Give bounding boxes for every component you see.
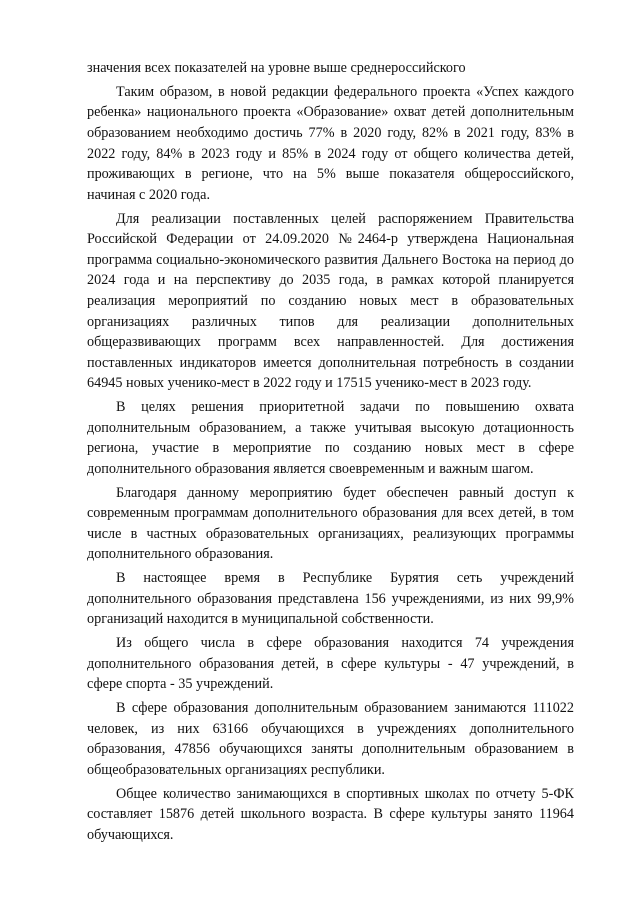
paragraph-government-order: Для реализации поставленных целей распоряжением Правительства Российской Федерации от 24.09.2020 №2464-р утверждена Национальная программа социально-экономического развития Дальнего Востока на период до 2024 года и на перспективу до 2035 года, в рамках которой планируется реализация мероприятий по созданию новых мест в образовательных организациях различных типов для реализации дополнительных общеразвивающих программ всех направленностей. Для достижения поставленных индикаторов имеется дополнительная потребность в создании 64945 новых ученико-мест в 2022 году и 17515 ученико-мест в 2023 году. bbox=[87, 210, 574, 392]
paragraph-institution-network: В настоящее время в Республике Бурятия сеть учреждений дополнительного образования представлена 156 учреждениями, из них 99,9% организаций находится в муниципальной собственности. bbox=[87, 570, 574, 628]
paragraph-federal-project: Таким образом, в новой редакции федерального проекта «Успех каждого ребенка» национального проекта «Образование» охват детей дополнительным образованием необходимо достичь 77% в 2020 году, 82% в 2021 году, 83% в 2022 году, 84% в 2023 году и 85% в 2024 году от общего количества детей, проживающих в регионе, что на 5% выше показателя общероссийского, начиная с 2020 года. bbox=[87, 83, 574, 203]
paragraph-sports-culture: Общее количество занимающихся в спортивных школах по отчету 5-ФК составляет 15876 детей школьного возраста. В сфере культуры занято 11964 обучающихся. bbox=[87, 785, 574, 843]
paragraph-continuation: значения всех показателей на уровне выше среднероссийского bbox=[87, 60, 466, 76]
document-page bbox=[87, 58, 574, 845]
paragraph-institution-breakdown: Из общего числа в сфере образования находится 74 учреждения дополнительного образования детей, в сфере культуры - 47 учреждений, в сфере спорта - 35 учреждений. bbox=[87, 635, 574, 693]
paragraph-education-enrollment: В сфере образования дополнительным образованием занимаются 111022 человек, из них 63166 обучающихся в учреждениях дополнительного образования, 47856 обучающихся заняты дополнительным образованием в общеобразовательных организациях республики. bbox=[87, 700, 574, 778]
paragraph-priority-task: В целях решения приоритетной задачи по повышению охвата дополнительным образованием, а также учитывая высокую дотационность региона, участие в мероприятие по созданию новых мест в сфере дополнительного образования является своевременным и важным шагом. bbox=[87, 399, 574, 477]
paragraph-equal-access: Благодаря данному мероприятию будет обеспечен равный доступ к современным программам дополнительного образования для всех детей, в том числе в частных образовательных организациях, реализующих программы дополнительного образования. bbox=[87, 484, 574, 563]
